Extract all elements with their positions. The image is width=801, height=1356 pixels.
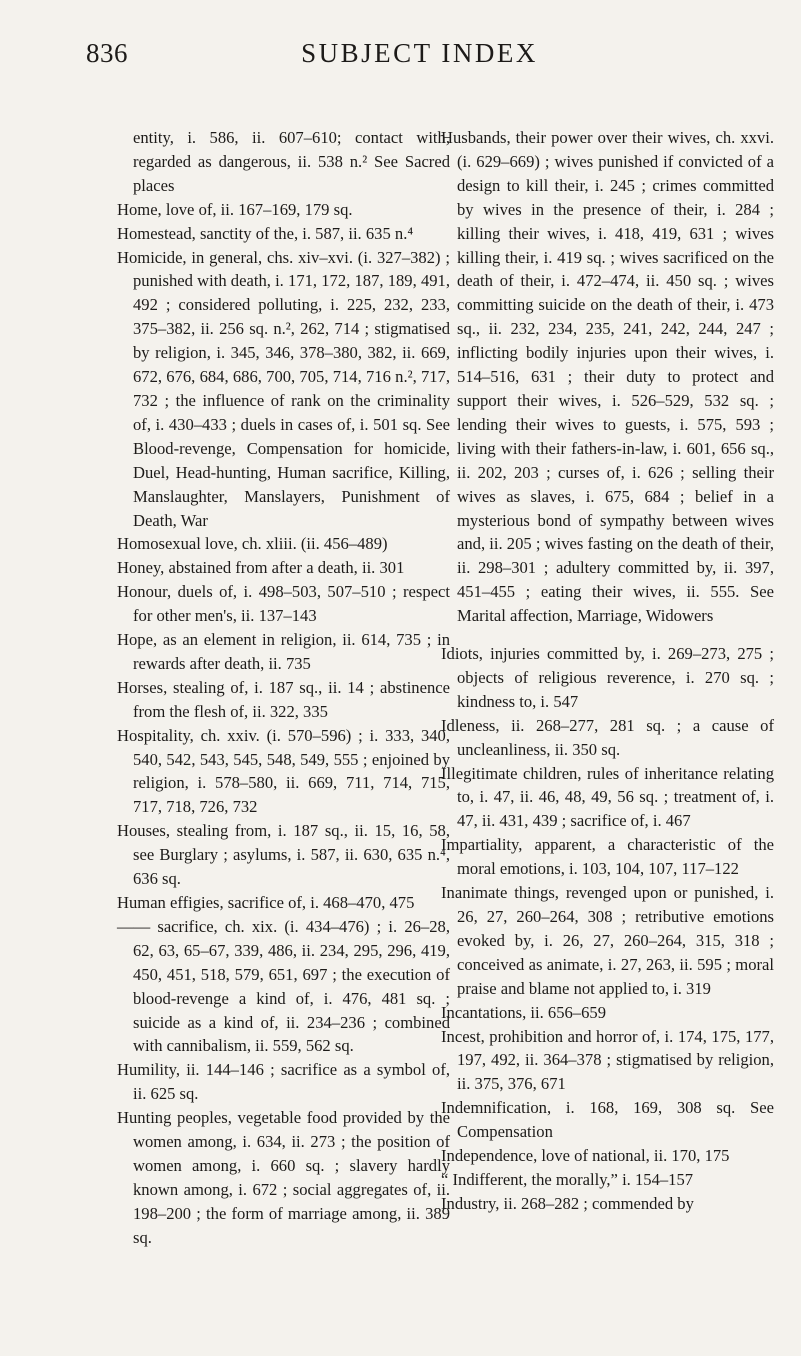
index-entry: Inanimate things, revenged upon or punished, i. 26, 27, 260–264, 308 ; retributive emotions evoked by, i. 26, 27, 260–264, 315, 318 ; conceived as animate, i. 27, 263, ii. 595 ; moral praise and blame not applied to, i. 319 [441, 883, 774, 998]
index-entry: Humility, ii. 144–146 ; sacrifice as a symbol of, ii. 625 sq. [117, 1060, 450, 1104]
index-entry: Impartiality, apparent, a characteristic of the moral emotions, i. 103, 104, 107, 117–122 [441, 835, 774, 879]
index-entry: Homosexual love, ch. xliii. (ii. 456–489) [117, 534, 388, 554]
index-entry: Idleness, ii. 268–277, 281 sq. ; a cause of uncleanliness, ii. 350 sq. [441, 715, 774, 759]
index-entry: Hunting peoples, vegetable food provided by the women among, i. 634, ii. 273 ; the position of women among, i. 660 sq. ; slavery hardly known among, i. 672 ; social aggregates of, ii. 198–200 ; the form of marriage among, ii. 389 sq. [117, 1108, 450, 1247]
index-entry: Houses, stealing from, i. 187 sq., ii. 15, 16, 58, see Burglary ; asylums, i. 587, ii. 630, 635 n.⁴, 636 sq. [117, 821, 450, 889]
page-number: 836 [86, 38, 128, 68]
index-entry: Hospitality, ch. xxiv. (i. 570–596) ; i. 333, 340, 540, 542, 543, 545, 548, 549, 555 ; enjoined by religion, i. 578–580, ii. 669, 711, 714, 715, 717, 718, 726, 732 [117, 725, 450, 817]
page-header [86, 38, 753, 78]
index-entry: Home, love of, ii. 167–169, 179 sq. [117, 199, 353, 219]
index-entry: Husbands, their power over their wives, ch. xxvi. (i. 629–669) ; wives punished if convicted of a design to kill their, i. 245 ; crimes committed by wives in the presence of their, i. 284 ; killing their wives, i. 418, 419, 631 ; wives killing their, i. 419 sq. ; wives sacrificed on the death of their, i. 472–474, ii. 450 sq. ; wives committing suicide on the death of their, i. 473 sq., ii. 232, 234, 235, 241, 242, 244, 247 ; inflicting bodily injuries upon their wives, i. 514–516, 631 ; their duty to protect and support their wives, i. 526–529, 532 sq. ; lending their wives to guests, i. 575, 593 ; living with their fathers-in-law, i. 601, 656 sq., ii. 202, 203 ; curses of, i. 626 ; selling their wives as slaves, i. 675, 684 ; belief in a mysterious bond of sympathy between wives and, ii. 205 ; wives fasting on the death of their, ii. 298–301 ; adultery committed by, ii. 397, 451–455 ; eating their wives, ii. 555. See Marital affection, Marriage, Widowers [441, 128, 774, 626]
index-entry: Incest, prohibition and horror of, i. 174, 175, 177, 197, 492, ii. 364–378 ; stigmatised by religion, ii. 375, 376, 671 [441, 1026, 774, 1094]
index-entry: —— sacrifice, ch. xix. (i. 434–476) ; i. 26–28, 62, 63, 65–67, 339, 486, ii. 234, 295, 296, 419, 450, 451, 518, 579, 651, 697 ; the execution of blood-revenge a kind of, i. 476, 481 sq. ; suicide as a kind of, ii. 234–236 ; combined with cannibalism, ii. 559, 562 sq. [117, 916, 450, 1056]
running-title: SUBJECT INDEX [301, 38, 538, 68]
index-entry: “ Indifferent, the morally,” i. 154–157 [441, 1169, 694, 1189]
index-entry: Honey, abstained from after a death, ii. 301 [117, 558, 405, 578]
index-entry: Independence, love of national, ii. 170, 175 [441, 1146, 730, 1166]
index-entry: Illegitimate children, rules of inheritance relating to, i. 47, ii. 46, 48, 49, 56 sq. ; treatment of, i. 47, ii. 431, 439 ; sacrifice of, i. 467 [441, 763, 774, 831]
index-entry: Human effigies, sacrifice of, i. 468–470, 475 [117, 893, 415, 912]
index-entry: Incantations, ii. 656–659 [441, 1002, 606, 1022]
index-column-right [441, 126, 774, 1216]
index-entry: Indemnification, i. 168, 169, 308 sq. See Compensation [441, 1098, 774, 1142]
index-column-left [117, 126, 450, 1250]
index-entry: Idiots, injuries committed by, i. 269–273, 275 ; objects of religious reverence, i. 270 sq. ; kindness to, i. 547 [441, 644, 774, 711]
index-entry: Homicide, in general, chs. xiv–xvi. (i. 327–382) ; punished with death, i. 171, 172, 187, 189, 491, 492 ; considered polluting, i. 225, 232, 233, 375–382, ii. 256 sq. n.², 262, 714 ; stigmatised by religion, i. 345, 346, 378–380, 382, ii. 669, 672, 676, 684, 686, 700, 705, 714, 716 n.², 717, 732 ; the influence of rank on the criminality of, i. 430–433 ; duels in cases of, i. 501 sq. See Blood-revenge, Compensation for homicide, Duel, Head-hunting, Human sacrifice, Killing, Manslaughter, Manslayers, Punishment of Death, War [117, 247, 450, 530]
index-entry: Horses, stealing of, i. 187 sq., ii. 14 ; abstinence from the flesh of, ii. 322, 335 [117, 677, 450, 721]
index-entry: Industry, ii. 268–282 ; commended by [441, 1193, 694, 1213]
index-entry: Homestead, sanctity of the, i. 587, ii. 635 n.⁴ [117, 223, 414, 243]
index-entry: Hope, as an element in religion, ii. 614, 735 ; in rewards after death, ii. 735 [117, 630, 450, 673]
index-entry: entity, i. 586, ii. 607–610; contact with, regarded as dangerous, ii. 538 n.² See Sacred places [133, 128, 450, 195]
index-entry: Honour, duels of, i. 498–503, 507–510 ; respect for other men's, ii. 137–143 [117, 582, 450, 626]
